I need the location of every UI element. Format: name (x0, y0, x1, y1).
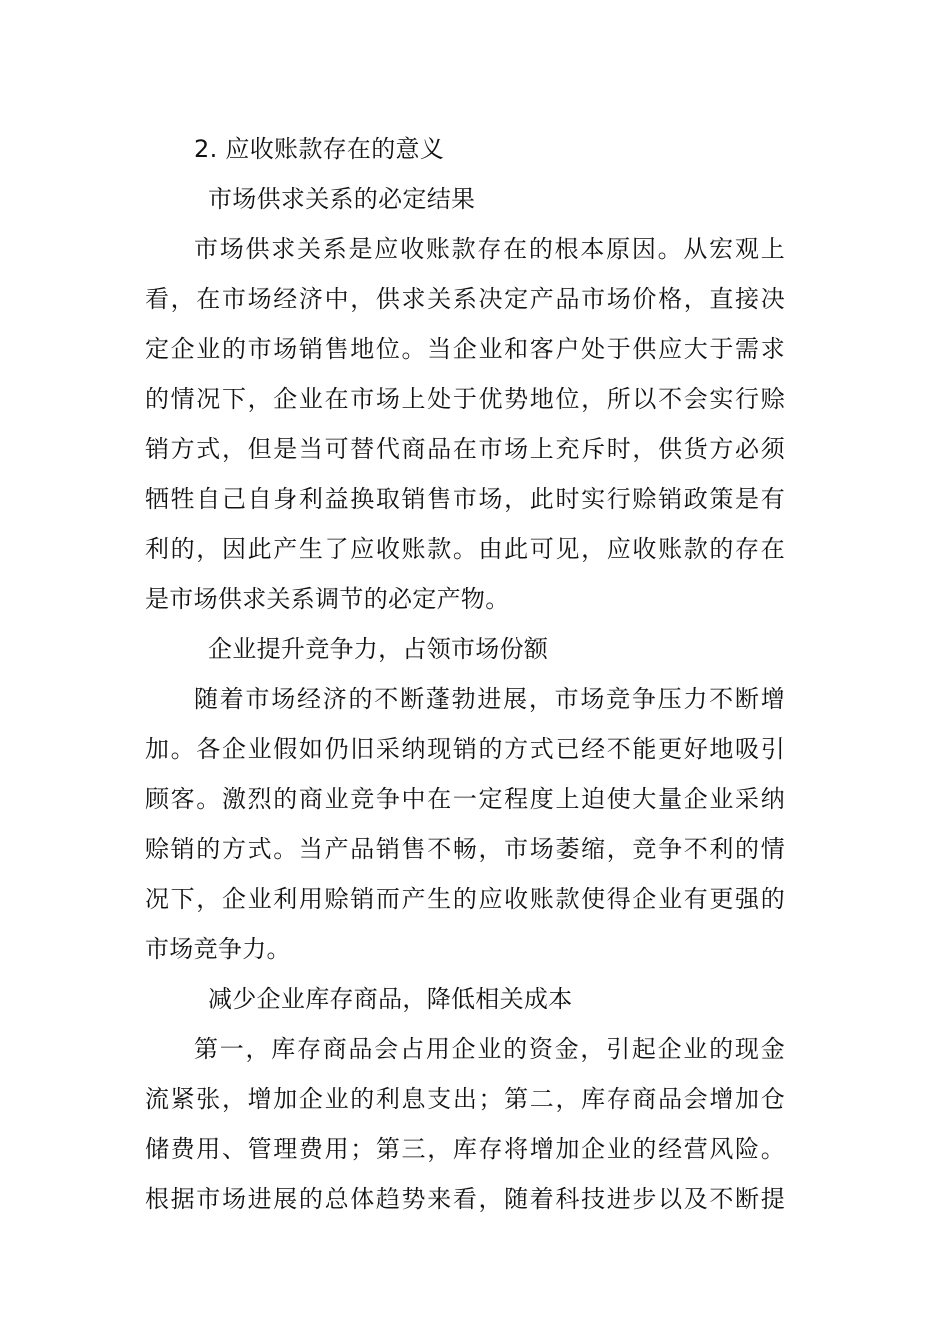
section-title: 2. 应收账款存在的意义 (194, 135, 445, 163)
paragraph-line (145, 224, 785, 274)
paragraph-line (145, 874, 785, 924)
paragraph-line (145, 1124, 785, 1174)
paragraph-line-last: 市场竞争力。 (145, 935, 291, 963)
paragraph-line (145, 674, 785, 724)
paragraph-line-text: 随着市场经济的不断蓬勃进展，市场竞争压力不断增 (194, 685, 785, 713)
subsection-heading-3: 减少企业库存商品，降低相关成本 (208, 985, 573, 1013)
paragraph-line-text: 销方式，但是当可替代商品在市场上充斥时，供货方必须 (145, 435, 785, 463)
paragraph-line-text: 看，在市场经济中，供求关系决定产品市场价格，直接决 (145, 285, 785, 313)
subsection-heading-1: 市场供求关系的必定结果 (208, 185, 476, 213)
paragraph-line (145, 524, 785, 574)
paragraph-line (145, 774, 785, 824)
paragraph-line (145, 374, 785, 424)
paragraph-line-text: 赊销的方式。当产品销售不畅，市场萎缩，竞争不利的情 (145, 835, 785, 863)
paragraph-line (145, 824, 785, 874)
document-page (145, 124, 785, 1224)
subsection-heading-2: 企业提升竞争力，占领市场份额 (208, 635, 549, 663)
paragraph-line (145, 1174, 785, 1224)
paragraph-line (145, 274, 785, 324)
paragraph-line-text: 市场供求关系是应收账款存在的根本原因。从宏观上 (194, 235, 785, 263)
paragraph-line (145, 474, 785, 524)
paragraph-line (145, 324, 785, 374)
paragraph-line-text: 根据市场进展的总体趋势来看，随着科技进步以及不断提 (145, 1185, 785, 1213)
paragraph-line (145, 1024, 785, 1074)
paragraph-line (145, 1074, 785, 1124)
paragraph-line-text: 储费用、管理费用；第三，库存将增加企业的经营风险。 (145, 1135, 785, 1163)
paragraph-line-text: 顾客。激烈的商业竞争中在一定程度上迫使大量企业采纳 (145, 785, 785, 813)
paragraph-line-text: 定企业的市场销售地位。当企业和客户处于供应大于需求 (145, 335, 785, 363)
paragraph-line-text: 况下，企业利用赊销而产生的应收账款使得企业有更强的 (145, 885, 785, 913)
paragraph-line-text: 利的，因此产生了应收账款。由此可见，应收账款的存在 (145, 535, 785, 563)
paragraph-line (145, 424, 785, 474)
paragraph-line-text: 牺牲自己自身利益换取销售市场，此时实行赊销政策是有 (145, 485, 785, 513)
paragraph-line (145, 724, 785, 774)
paragraph-line-last: 是市场供求关系调节的必定产物。 (145, 585, 510, 613)
paragraph-line-text: 的情况下，企业在市场上处于优势地位，所以不会实行赊 (145, 385, 785, 413)
paragraph-line-text: 第一，库存商品会占用企业的资金，引起企业的现金 (194, 1035, 785, 1063)
paragraph-line-text: 流紧张，增加企业的利息支出；第二，库存商品会增加仓 (145, 1085, 785, 1113)
paragraph-line-text: 加。各企业假如仍旧采纳现销的方式已经不能更好地吸引 (145, 735, 785, 763)
